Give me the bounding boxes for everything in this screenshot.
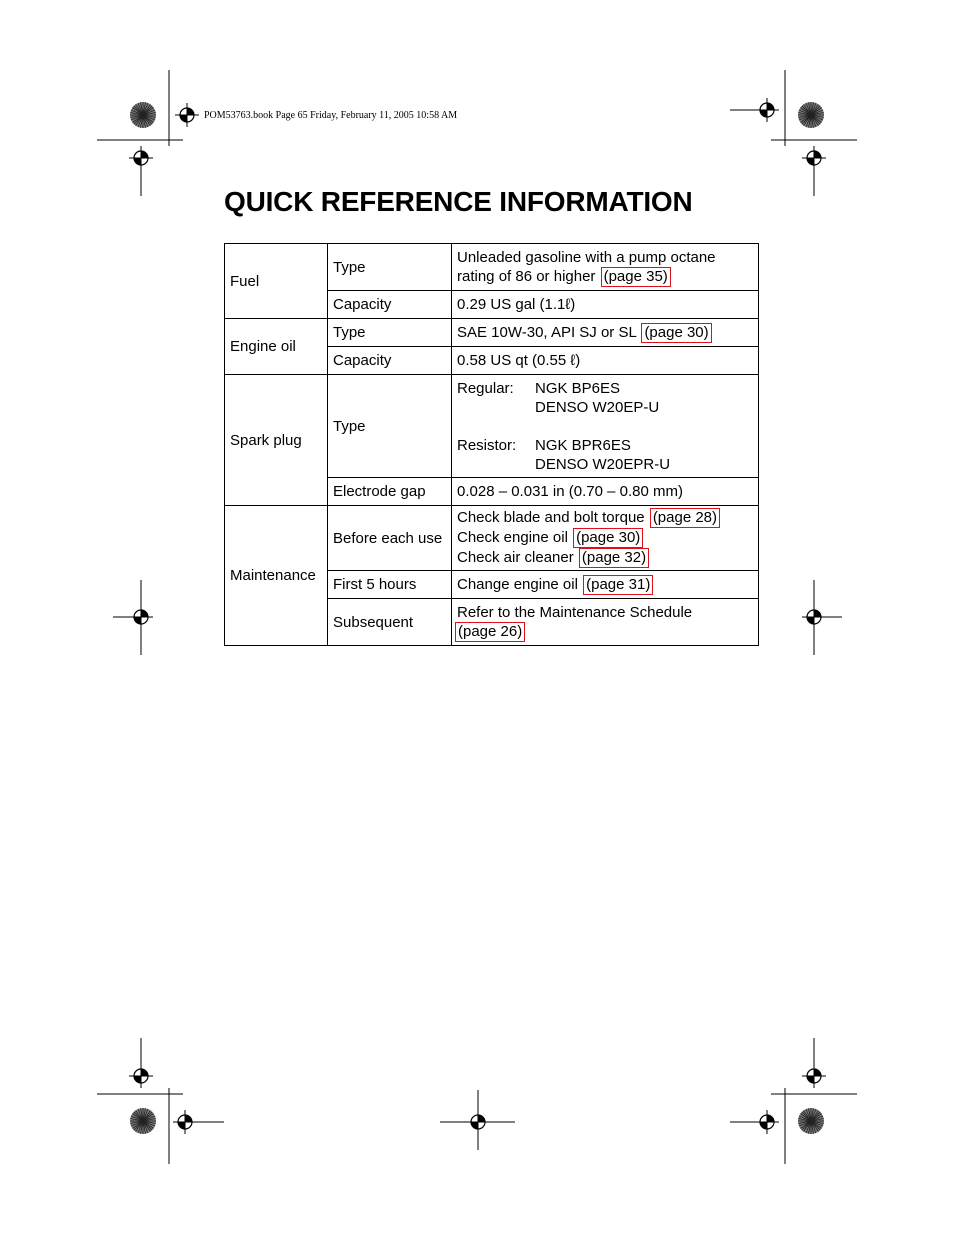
engine-oil-page-link[interactable]: (page 30) <box>641 323 711 343</box>
fuel-type-value: Unleaded gasoline with a pump octane rating of 86 or higher (page 35) <box>452 244 759 291</box>
registration-mark-icon <box>755 1110 779 1134</box>
fuel-type-label: Type <box>328 244 452 291</box>
subsequent-value: Refer to the Maintenance Schedule (page 26) <box>452 599 759 646</box>
engine-oil-capacity-value: 0.58 US qt (0.55 ℓ) <box>452 347 759 375</box>
engine-oil-check-page-link[interactable]: (page 30) <box>573 528 643 548</box>
spark-plug-resistor: Resistor: NGK BPR6ES DENSO W20EPR-U <box>457 436 671 473</box>
table-row <box>225 506 759 571</box>
registration-mark-icon <box>755 98 779 122</box>
target-dial-icon <box>130 1108 156 1134</box>
fuel-page-link[interactable]: (page 35) <box>601 267 671 287</box>
subsequent-label: Subsequent <box>328 599 452 646</box>
registration-mark-icon <box>129 1064 153 1088</box>
before-each-use-value: Check blade and bolt torque (page 28) Check engine oil (page 30) Check air cleaner (page 32) <box>452 506 759 571</box>
engine-oil-capacity-label: Capacity <box>328 347 452 375</box>
quick-reference-table <box>224 243 759 646</box>
target-dial-icon <box>798 102 824 128</box>
first-hours-value: Change engine oil (page 31) <box>452 571 759 599</box>
target-dial-icon <box>798 1108 824 1134</box>
book-header: POM53763.book Page 65 Friday, February 11, 2005 10:58 AM <box>204 110 458 121</box>
electrode-gap-label: Electrode gap <box>328 478 452 506</box>
spark-plug-type-value <box>452 375 759 478</box>
registration-mark-icon <box>802 605 826 629</box>
maintenance-label: Maintenance <box>225 506 328 646</box>
registration-mark-icon <box>466 1110 490 1134</box>
table-row <box>225 375 759 478</box>
engine-oil-type-label: Type <box>328 319 452 347</box>
maintenance-schedule-page-link[interactable]: (page 26) <box>455 622 525 642</box>
registration-mark-icon <box>129 605 153 629</box>
blade-torque-page-link[interactable]: (page 28) <box>650 508 720 528</box>
registration-mark-icon <box>173 1110 197 1134</box>
spark-plug-regular: Regular: NGK BP6ES DENSO W20EP-U <box>457 379 660 416</box>
first-hours-label: First 5 hours <box>328 571 452 599</box>
before-each-use-label: Before each use <box>328 506 452 571</box>
engine-oil-label: Engine oil <box>225 319 328 375</box>
page-title: QUICK REFERENCE INFORMATION <box>224 186 693 217</box>
fuel-capacity-value: 0.29 US gal (1.1ℓ) <box>452 291 759 319</box>
electrode-gap-value: 0.028 – 0.031 in (0.70 – 0.80 mm) <box>452 478 759 506</box>
registration-mark-icon <box>129 146 153 170</box>
spark-plug-type-label: Type <box>328 375 452 478</box>
table-row <box>225 319 759 347</box>
target-dial-icon <box>130 102 156 128</box>
engine-oil-type-value: SAE 10W-30, API SJ or SL (page 30) <box>452 319 759 347</box>
fuel-capacity-label: Capacity <box>328 291 452 319</box>
registration-mark-icon <box>175 103 199 127</box>
registration-mark-icon <box>802 1064 826 1088</box>
change-oil-page-link[interactable]: (page 31) <box>583 575 653 595</box>
table-row <box>225 244 759 291</box>
fuel-label: Fuel <box>225 244 328 319</box>
air-cleaner-page-link[interactable]: (page 32) <box>579 548 649 568</box>
spark-plug-label: Spark plug <box>225 375 328 506</box>
registration-mark-icon <box>802 146 826 170</box>
